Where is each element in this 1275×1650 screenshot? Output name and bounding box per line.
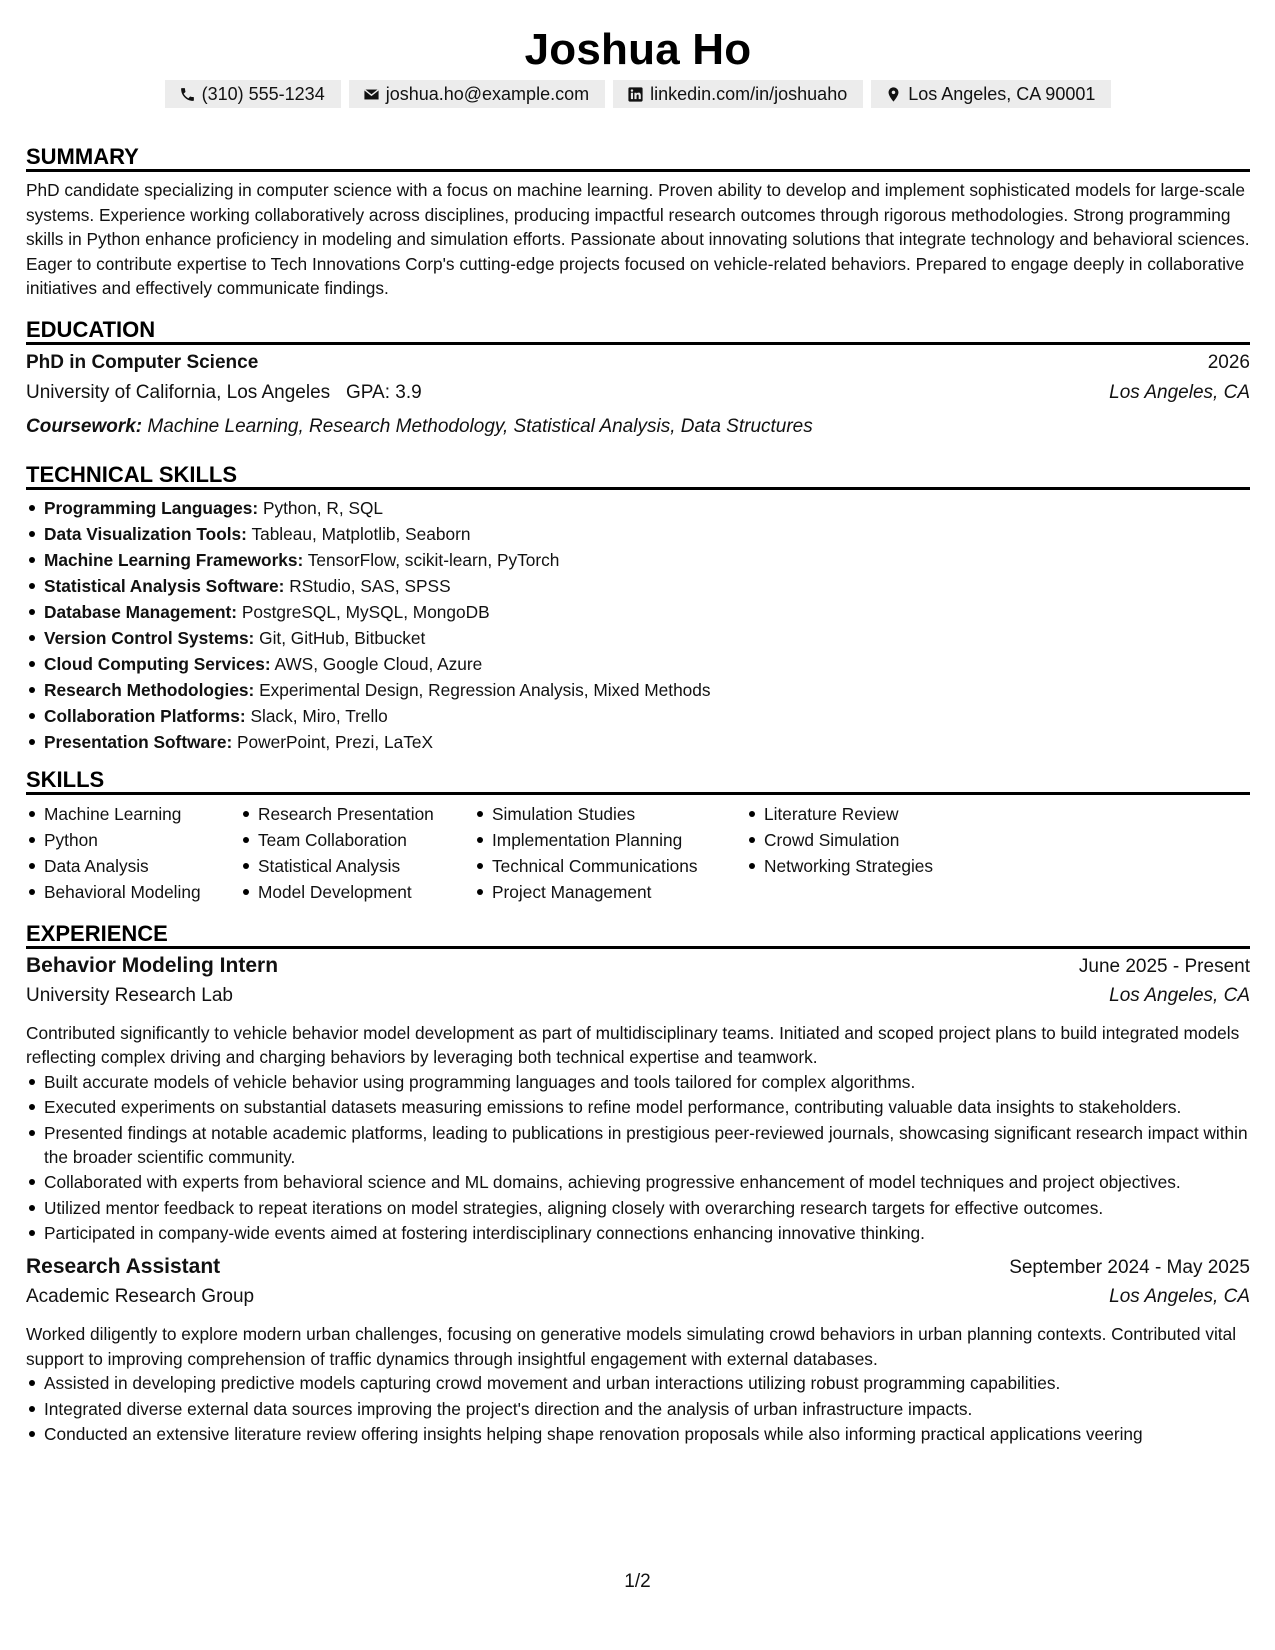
list-item: Executed experiments on substantial datasets measuring emissions to refine model performance, contributing valuable data insights to stakeholders. [26,1095,1250,1119]
contact-bar [26,80,1250,108]
list-item: Project Management [474,879,746,905]
technical-skills-heading: TECHNICAL SKILLS [26,460,1250,490]
list-item: Crowd Simulation [746,827,986,853]
job-title: Research Assistant [26,1255,221,1278]
education-row [26,352,1250,382]
technical-skills-section [26,460,1250,755]
list-item: Machine Learning [26,801,240,827]
job-title: Behavior Modeling Intern [26,953,279,977]
contact-linkedin[interactable] [613,80,863,108]
job-title-row [26,1255,1250,1286]
skill-values: Slack, Miro, Trello [250,705,388,726]
education-heading: EDUCATION [26,315,1250,345]
list-item: Built accurate models of vehicle behavior using programming languages and tools tailored for complex algorithms. [26,1070,1250,1094]
list-item [26,599,1250,625]
job-bullets [26,1070,1250,1246]
summary-heading: SUMMARY [26,142,1250,172]
list-item: Presented findings at notable academic platforms, leading to publications in prestigious peer-reviewed journals, showcasing significant research impact within the broader scientific community. [26,1121,1250,1169]
skill-category: Presentation Software: [44,731,233,752]
list-item: Assisted in developing predictive models capturing crowd movement and urban interactions utilizing robust programming capabilities. [26,1371,1250,1395]
degree-title: PhD in Computer Science [26,351,259,373]
contact-location [871,80,1111,108]
list-item: Implementation Planning [474,827,746,853]
page-number: 1/2 [624,1571,651,1592]
job-description: Contributed significantly to vehicle behavior model development as part of multidisciplinary teams. Initiated and scoped project plans to build integrated models reflecting complex driving and charging behaviors by leveraging both technical expertise and teamwork. [26,1022,1240,1067]
contact-phone[interactable] [165,80,341,108]
contact-email[interactable] [349,80,605,108]
email-text: joshua.ho@example.com [385,84,590,104]
school-location: Los Angeles, CA [1109,381,1250,403]
education-section [26,315,1250,442]
job-organization: Academic Research Group [26,1286,255,1307]
skill-category: Database Management: [44,601,238,622]
skill-category: Cloud Computing Services: [44,653,271,674]
skill-category: Machine Learning Frameworks: [44,549,304,570]
technical-skills-list [26,495,1250,755]
linkedin-text: linkedin.com/in/joshuaho [650,84,848,104]
summary-text: PhD candidate specializing in computer science with a focus on machine learning. Proven ability to develop and implement sophisticated models for large-scale systems. Experience working collaboratively across disciplines, producing impactful research outcomes through rigorous methodologies. Strong programming skills in Python enhance proficiency in modeling and simulation efforts. Passionate about innovating solutions that integrate technology and behavioral sciences. Eager to contribute expertise to Tech Innovations Corp's cutting-edge projects focused on vehicle-related behaviors. Prepared to engage deeply in collaborative initiatives and effectively communicate findings. [26,180,1250,298]
job-date: September 2024 - May 2025 [1009,1257,1250,1278]
list-item [26,729,1250,755]
list-item: Literature Review [746,801,986,827]
school-name: University of California, Los Angeles [26,381,331,403]
job-org-row [26,1286,1250,1316]
skill-values: PowerPoint, Prezi, LaTeX [237,731,433,752]
list-item [26,703,1250,729]
list-item: Behavioral Modeling [26,879,240,905]
coursework-label: Coursework: [26,415,143,437]
degree-date: 2026 [1207,351,1250,373]
skill-category: Data Visualization Tools: [44,523,247,544]
skill-values: Python, R, SQL [262,497,384,518]
list-item [26,521,1250,547]
phone-icon [179,86,196,103]
job-entry [26,954,1250,1246]
experience-section [26,919,1250,1447]
skill-values: AWS, Google Cloud, Azure [274,653,483,674]
school-row [26,382,1250,412]
skills-grid [26,801,1250,905]
experience-heading: EXPERIENCE [26,919,1250,949]
skill-category: Programming Languages: [44,497,259,518]
location-pin-icon [885,86,902,103]
job-description: Worked diligently to explore modern urban challenges, focusing on generative models simulating crowd behaviors in urban planning contexts. Contributed vital support to improving comprehension of traffic dynamics through insightful engagement with external databases. [26,1324,1237,1369]
skills-column-3 [474,801,746,905]
list-item [26,651,1250,677]
skill-values: PostgreSQL, MySQL, MongoDB [241,601,490,622]
phone-text: (310) 555-1234 [201,84,325,104]
list-item: Utilized mentor feedback to repeat iterations on model strategies, aligning closely with overarching research targets for effective outcomes. [26,1196,1250,1220]
skill-values: Git, GitHub, Bitbucket [259,627,426,648]
skills-column-1 [26,801,240,905]
skill-category: Statistical Analysis Software: [44,575,285,596]
skills-section [26,765,1250,905]
list-item: Technical Communications [474,853,746,879]
list-item: Participated in company-wide events aimed at fostering interdisciplinary connections enhancing innovative thinking. [26,1221,1250,1245]
job-date: June 2025 - Present [1078,955,1250,977]
job-title-row [26,954,1250,985]
job-location: Los Angeles, CA [1109,1286,1250,1307]
list-item: Research Presentation [240,801,474,827]
envelope-icon [363,86,380,103]
list-item [26,495,1250,521]
skill-values: RStudio, SAS, SPSS [289,575,451,596]
list-item [26,573,1250,599]
list-item: Python [26,827,240,853]
job-entry [26,1255,1250,1446]
list-item: Statistical Analysis [240,853,474,879]
list-item [26,677,1250,703]
school-name-line [26,382,422,404]
skill-values: Tableau, Matplotlib, Seaborn [251,523,471,544]
job-org-row [26,985,1250,1015]
job-organization: University Research Lab [26,984,233,1006]
list-item [26,547,1250,573]
list-item: Simulation Studies [474,801,746,827]
coursework [26,412,1250,442]
summary-section [26,142,1250,301]
location-text: Los Angeles, CA 90001 [908,84,1096,104]
skill-values: TensorFlow, scikit-learn, PyTorch [307,549,560,570]
skills-column-4 [746,801,986,905]
list-item: Networking Strategies [746,853,986,879]
list-item: Data Analysis [26,853,240,879]
resume-page [26,0,1250,1448]
skills-column-2 [240,801,474,905]
candidate-name: Joshua Ho [524,25,752,74]
job-location: Los Angeles, CA [1109,984,1250,1006]
linkedin-icon [627,86,644,103]
list-item: Model Development [240,879,474,905]
gpa: GPA: 3.9 [346,381,422,403]
skill-category: Research Methodologies: [44,679,255,700]
list-item: Collaborated with experts from behavioral science and ML domains, achieving progressive enhancement of model techniques and project objectives. [26,1170,1250,1194]
list-item: Integrated diverse external data sources improving the project's direction and the analysis of urban infrastructure impacts. [26,1397,1250,1421]
job-bullets [26,1371,1250,1446]
list-item [26,625,1250,651]
list-item: Conducted an extensive literature review offering insights helping shape renovation proposals while also informing practical applications veering [26,1422,1250,1446]
skill-values: Experimental Design, Regression Analysis, Mixed Methods [259,679,711,700]
skill-category: Collaboration Platforms: [44,705,246,726]
skill-category: Version Control Systems: [44,627,255,648]
skills-heading: SKILLS [26,765,1250,795]
list-item: Team Collaboration [240,827,474,853]
coursework-list: Machine Learning, Research Methodology, Statistical Analysis, Data Structures [147,415,813,437]
